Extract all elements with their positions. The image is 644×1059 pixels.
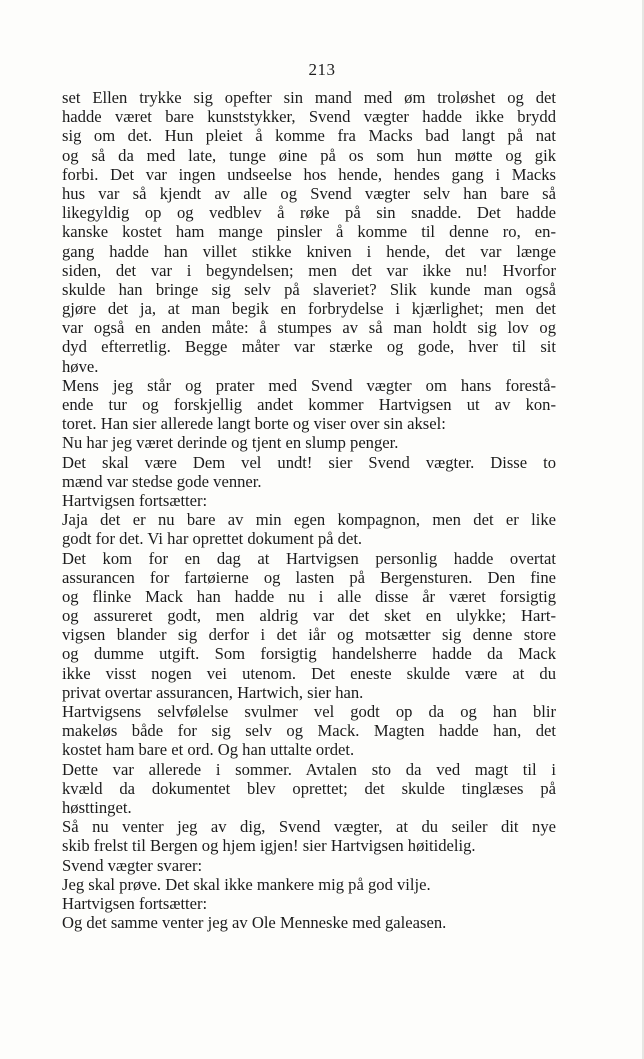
text-line: Dette var allerede i sommer. Avtalen sto da ved magt til i xyxy=(62,759,556,779)
text-line: godt for det. Vi har oprettet dokument på det. xyxy=(62,529,363,549)
text-line: kostet ham bare et ord. Og han uttalte ordet. xyxy=(62,740,355,760)
paragraph xyxy=(62,817,556,855)
paragraph xyxy=(62,875,556,894)
text-line: Nu har jeg været derinde og tjent en slump penger. xyxy=(62,433,399,453)
paragraph xyxy=(62,453,556,491)
text-line: og så da med late, tunge øine på os som hun møtte og gik xyxy=(62,145,556,165)
text-line: Hartvigsen fortsætter: xyxy=(62,893,208,913)
text-line: assurancen for fartøierne og lasten på Bergensturen. Den fine xyxy=(62,567,556,587)
text-line: toret. Han sier allerede langt borte og viser over sin aksel: xyxy=(62,414,446,434)
text-line: Det kom for en dag at Hartvigsen personlig hadde overtat xyxy=(62,548,556,568)
text-line: og flinke Mack han hadde nu i alle disse år været forsigtig xyxy=(62,586,556,606)
text-line: skulde han bringe sig selv på slaveriet? Slik kunde man også xyxy=(62,279,556,299)
paragraph xyxy=(62,376,556,434)
paragraph xyxy=(62,88,556,376)
text-line: kvæld da dokumentet blev oprettet; det skulde tinglæses på xyxy=(62,778,556,798)
text-line: gang hadde han villet stikke kniven i hende, det var længe xyxy=(62,241,556,261)
text-line: hadde været bare kunststykker, Svend vægter hadde ikke brydd xyxy=(62,107,556,127)
paragraph xyxy=(62,760,556,818)
text-line: kanske kostet ham mange pinsler å komme til denne ro, en- xyxy=(62,222,556,242)
paragraph xyxy=(62,702,556,760)
text-line: Det skal være Dem vel undt! sier Svend vægter. Disse to xyxy=(62,452,556,472)
text-line: Jaja det er nu bare av min egen kompagnon, men det er like xyxy=(62,510,556,530)
text-line: Og det samme venter jeg av Ole Menneske med galeasen. xyxy=(62,913,447,933)
paragraph xyxy=(62,913,556,932)
text-line: Hartvigsens selvfølelse svulmer vel godt op da og han blir xyxy=(62,702,556,721)
text-line: Hartvigsen fortsætter: xyxy=(62,490,208,510)
text-line: mænd var stedse gode venner. xyxy=(62,471,262,491)
paragraph xyxy=(62,491,556,510)
text-line: og assureret godt, men aldrig var det sket en ulykke; Hart- xyxy=(62,606,556,626)
body-text xyxy=(62,88,556,932)
text-line: siden, det var i begyndelsen; men det var ikke nu! Hvorfor xyxy=(62,260,556,280)
text-line: sig om det. Hun pleiet å komme fra Macks bad langt på nat xyxy=(62,126,556,146)
paragraph xyxy=(62,510,556,548)
text-line: skib frelst til Bergen og hjem igjen! sier Hartvigsen høitidelig. xyxy=(62,836,476,856)
text-line: vigsen blander sig derfor i det iår og motsætter sig denne store xyxy=(62,625,556,645)
text-line: Så nu venter jeg av dig, Svend vægter, at du seiler dit nye xyxy=(62,817,556,837)
text-line: Jeg skal prøve. Det skal ikke mankere mig på god vilje. xyxy=(62,874,431,894)
text-line: privat overtar assurancen, Hartwich, sier han. xyxy=(62,682,364,702)
page-number: 213 xyxy=(308,60,336,79)
text-line: dyd efterretlig. Begge måter var stærke og gode, hver til sit xyxy=(62,337,556,357)
paragraph xyxy=(62,894,556,913)
text-line: Svend vægter svarer: xyxy=(62,855,203,875)
text-line: Mens jeg står og prater med Svend vægter om hans forestå- xyxy=(62,375,556,395)
text-line: ende tur og forskjellig andet kommer Hartvigsen ut av kon- xyxy=(62,395,556,414)
text-line: set Ellen trykke sig opefter sin mand med øm troløshet og det xyxy=(62,88,556,107)
paragraph xyxy=(62,856,556,875)
paragraph xyxy=(62,433,556,452)
text-line: gjøre det ja, at man begik en forbrydelse i kjærlighet; men det xyxy=(62,299,556,319)
text-line: ikke visst nogen vei utenom. Det eneste skulde være at du xyxy=(62,663,556,683)
text-line: forbi. Det var ingen undseelse hos hende, hendes gang i Macks xyxy=(62,164,556,184)
text-line: høsttinget. xyxy=(62,797,132,817)
text-line: hus var så kjendt av alle og Svend vægter selv han bare så xyxy=(62,183,556,203)
text-line: var også en anden måte: å stumpes av så man holdt sig lov og xyxy=(62,318,556,338)
text-line: og dumme utgift. Som forsigtig handelsherre hadde da Mack xyxy=(62,644,556,664)
text-line: makeløs både for sig selv og Mack. Magten hadde han, det xyxy=(62,721,556,741)
text-line: høve. xyxy=(62,356,99,376)
text-line: likegyldig op og vedblev å røke på sin snadde. Det hadde xyxy=(62,203,556,223)
paragraph xyxy=(62,549,556,703)
